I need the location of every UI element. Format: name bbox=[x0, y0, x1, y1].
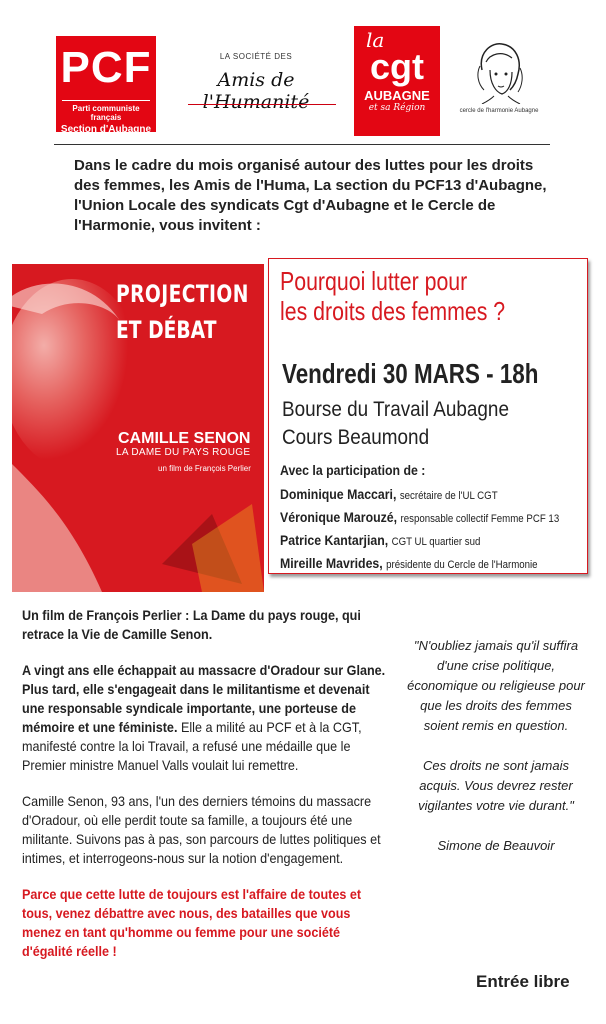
film-poster bbox=[12, 264, 264, 592]
participant bbox=[280, 484, 553, 507]
beauvoir-quote bbox=[404, 636, 588, 876]
participant bbox=[280, 530, 553, 553]
header-divider bbox=[54, 144, 550, 145]
pcf-logo-mark: PCF bbox=[60, 43, 152, 92]
participant-role: CGT UL quartier sud bbox=[391, 536, 481, 548]
event-question-line2: les droits des femmes ? bbox=[280, 296, 506, 326]
participants-list bbox=[280, 484, 590, 576]
cgt-logo bbox=[354, 26, 440, 136]
event-date: Vendredi 30 MARS - 18h bbox=[282, 358, 539, 389]
participant-role: responsable collectif Femme PCF 13 bbox=[400, 513, 560, 525]
poster-credit: un film de François Perlier bbox=[158, 464, 251, 473]
poster-title-line1: PROJECTION bbox=[116, 280, 249, 308]
quote-part1: "N'oubliez jamais qu'il suffira d'une crise politique, économique ou religieuse pour que les droits des femmes soient remis en question. bbox=[407, 638, 585, 733]
cgt-logo-city: AUBAGNE bbox=[364, 88, 430, 103]
quote-author: Simone de Beauvoir bbox=[437, 838, 555, 853]
body-column bbox=[22, 606, 392, 978]
participants-heading: Avec la participation de : bbox=[280, 462, 426, 478]
participant-name: Dominique Maccari, bbox=[280, 486, 397, 502]
event-place bbox=[282, 396, 509, 452]
amis-humanite-logo bbox=[168, 52, 344, 113]
event-question-line1: Pourquoi lutter pour bbox=[280, 266, 468, 296]
cgt-logo-la: la bbox=[366, 28, 385, 52]
poster-title-line2: ET DÉBAT bbox=[116, 316, 217, 344]
event-place-line1: Bourse du Travail Aubagne bbox=[282, 398, 509, 421]
senon-paragraph: Camille Senon, 93 ans, l'un des derniers témoins du massacre d'Oradour, où elle perdit toute sa famille, a toujours été une militante. Suivons pas à pas, son parcours de luttes politiques et intimes, et interrogeons-nous sur la notion d'engagement. bbox=[22, 793, 381, 866]
biography-paragraph bbox=[22, 661, 393, 775]
participant bbox=[280, 553, 553, 576]
event-place-line2: Cours Beaumond bbox=[282, 426, 430, 449]
participant-name: Véronique Marouzé, bbox=[280, 509, 398, 525]
cercle-logo-caption: cercle de l'harmonie Aubagne bbox=[459, 108, 539, 114]
amis-logo-name: Amis de l'Humanité bbox=[202, 69, 310, 113]
amis-logo-top: LA SOCIÉTÉ DES bbox=[219, 52, 293, 61]
pcf-logo bbox=[56, 36, 156, 135]
call-to-action: Parce que cette lutte de toujours est l'affaire de toutes et tous, venez débattre avec nous, des batailles que vous menez en tant qu'homme ou femme pour une société d'égalité réelle ! bbox=[22, 886, 362, 959]
quote-part2: Ces droits ne sont jamais acquis. Vous devrez rester vigilantes votre vie durant." bbox=[418, 758, 574, 813]
amis-logo-underline bbox=[188, 104, 336, 105]
participant-name: Mireille Mavrides, bbox=[280, 555, 383, 571]
pcf-logo-line1: Parti communiste français bbox=[62, 100, 150, 122]
participant bbox=[280, 507, 560, 530]
cgt-logo-region: et sa Région bbox=[368, 103, 426, 113]
free-entry: Entrée libre bbox=[476, 972, 570, 991]
event-question bbox=[280, 266, 526, 326]
biography-rest: Elle a milité au PCF et à la CGT, manifesté contre la loi Travail, a refusé une médaille que le Premier ministre Manuel Valls voulait lui remettre. bbox=[22, 719, 362, 773]
pcf-logo-line2: Section d'Aubagne bbox=[60, 124, 152, 135]
film-intro-paragraph: Un film de François Perlier : La Dame du pays rouge, qui retrace la Vie de Camille Senon. bbox=[22, 607, 361, 642]
cgt-logo-mark: cgt bbox=[370, 46, 424, 87]
poster-name: CAMILLE SENON bbox=[118, 430, 251, 447]
woman-portrait-icon bbox=[472, 40, 526, 104]
participant-role: présidente du Cercle de l'Harmonie bbox=[386, 559, 538, 571]
biography-bold: A vingt ans elle échappait au massacre d'Oradour sur Glane. Plus tard, elle s'engageait dans le militantisme et devenait une responsable syndicale importante, une porteuse de mémoire et une féministe. bbox=[22, 662, 386, 735]
intro-text: Dans le cadre du mois organisé autour des luttes pour les droits des femmes, les Amis de l'Huma, La section du PCF13 d'Aubagne, l'Union Locale des syndicats Cgt d'Aubagne et le Cercle de l'Harmonie, vous invitent : bbox=[74, 157, 547, 234]
poster-subtitle: LA DAME DU PAYS ROUGE bbox=[116, 447, 251, 458]
cercle-harmonie-logo bbox=[456, 40, 542, 130]
participant-name: Patrice Kantarjian, bbox=[280, 532, 389, 548]
poster-portrait-image bbox=[12, 264, 264, 592]
participant-role: secrétaire de l'UL CGT bbox=[399, 490, 498, 502]
